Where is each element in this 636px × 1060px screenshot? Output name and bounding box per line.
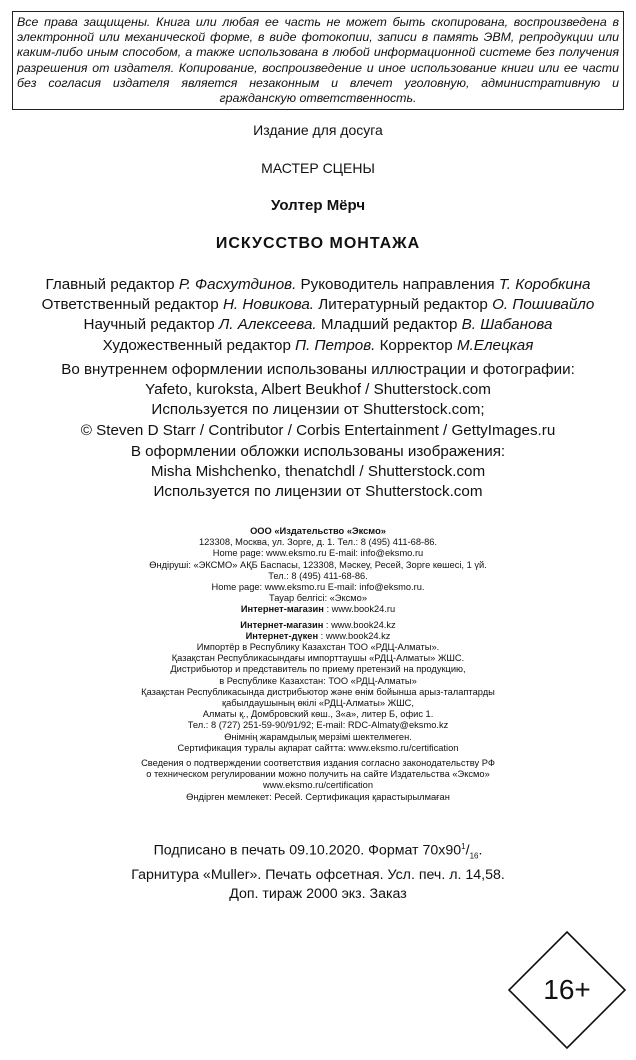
credit-role: Главный редактор <box>45 276 179 293</box>
conformity-info: Сведения о подтверждении соответствия издания согласно законодательству РФ <box>141 758 495 769</box>
credit-person: О. Пошивайло <box>492 296 595 314</box>
credit-line <box>0 315 636 335</box>
importer-kz: Қазақстан Республикасындағы импорттаушы «РДЦ-Алматы» ЖШС. <box>171 653 465 664</box>
signed-to-print: Подписано в печать 09.10.2020. Формат $70х90^1/_{16}$. <box>153 842 483 861</box>
importer: Импортёр в Республику Казахстан ТОО «РДЦ-Алматы». <box>196 642 440 653</box>
age-rating-label: 16+ <box>543 974 591 1005</box>
certification-info: Сертификация туралы ақпарат сайтта: www.eksmo.ru/certification <box>177 742 459 753</box>
publisher-kz-web: Home page: www.eksmo.ru E-mail: info@eksmo.ru. <box>211 582 425 593</box>
copyright-notice: Все права защищены. Книга или любая ее часть не может быть скопирована, воспроизведена в электронной или механической форме, в виде фотокопии, записи в память ЭВМ, репродукции или каким-либо иным способом, а также использована в любой информационной системе без получения разрешения от издателя. Копирование, воспроизведение и иное использование книги или ее части без согласия издателя является незаконным и влечет уголовную, административную и гражданскую ответственность. <box>12 11 624 110</box>
distributor: в Республике Казахстан: ТОО «РДЦ-Алматы» <box>219 675 417 686</box>
publisher-web: Home page: www.eksmo.ru E-mail: info@eksmo.ru <box>212 548 424 559</box>
image-credit-line: Misha Mishchenko, thenatchdl / Shutterstock.com <box>150 463 486 481</box>
conformity-info: о техническом регулировании можно получить на сайте Издательства «Эксмо» <box>146 769 490 780</box>
author-name: Уолтер Мёрч <box>270 197 366 214</box>
credit-person: М.Елецкая <box>456 336 534 354</box>
credit-role: Ответственный редактор <box>41 296 223 314</box>
online-shop-kz-alt: Интернет-дүкен : www.book24.kz <box>245 630 391 641</box>
series-name: МАСТЕР СЦЕНЫ <box>261 160 375 176</box>
image-credit-line: Используется по лицензии от Shutterstock.com; <box>151 401 485 419</box>
online-shop-ru: Интернет-магазин : www.book24.ru <box>240 604 396 615</box>
book-title: ИСКУССТВО МОНТАЖА <box>215 235 421 252</box>
credit-line <box>0 275 636 295</box>
credit-role: Художественный редактор <box>102 336 296 354</box>
publisher-address: 123308, Москва, ул. Зорге, д. 1. Тел.: 8 (495) 411-68-86. <box>198 537 438 548</box>
image-credit-line: Во внутреннем оформлении использованы иллюстрации и фотографии: <box>61 361 575 378</box>
credit-role: Научный редактор <box>83 316 219 334</box>
credit-person: П. Петров. <box>295 336 376 354</box>
credit-person: Р. Фасхутдинов. <box>178 276 297 293</box>
online-shop-kz: Интернет-магазин : www.book24.kz <box>240 619 396 630</box>
typeface-info: Гарнитура «Muller». Печать офсетная. Усл. печ. л. 14,58. <box>131 867 505 884</box>
cover-image-credits <box>0 442 636 503</box>
credit-person: Т. Коробкина <box>498 276 591 293</box>
image-credit-line: Yafeto, kuroksta, Albert Beukhof / Shutterstock.com <box>145 381 491 399</box>
credit-role: Корректор <box>375 336 457 354</box>
publisher-name: ООО «Издательство «Эксмо» <box>250 526 386 536</box>
edition-type: Издание для досуга <box>253 122 383 138</box>
print-run: Доп. тираж 2000 экз. Заказ <box>229 885 407 902</box>
credit-person: Н. Новикова. <box>222 296 315 314</box>
credit-role: Литературный редактор <box>314 296 493 314</box>
credit-role: Младший редактор <box>316 316 462 334</box>
shelf-life: Өнімнің жарамдылық мерзімі шектелмеген. <box>224 731 412 742</box>
publisher-kz-brand: Тауар белгісі: «Эксмо» <box>268 593 368 604</box>
image-credit-line: Используется по лицензии от Shutterstock.com <box>153 483 483 501</box>
almaty-contacts: Тел.: 8 (727) 251-59-90/91/92; E-mail: RDC-Almaty@eksmo.kz <box>187 720 449 731</box>
country-of-origin: Өндірген мемлекет: Ресей. Сертификация қарастырылмаған <box>186 791 450 802</box>
image-credit-line: © Steven D Starr / Contributor / Corbis Entertainment / GettyImages.ru <box>80 421 556 439</box>
interior-image-credits <box>0 360 636 441</box>
distributor-kz: Қазақстан Республикасында дистрибьютор және өнім бойынша арыз-талаптарды <box>141 686 495 697</box>
credit-line <box>0 295 636 315</box>
image-credit-line: В оформлении обложки использованы изображения: <box>130 443 506 460</box>
conformity-info: www.eksmo.ru/certification <box>262 780 374 791</box>
credit-role: Руководитель направления <box>296 276 499 293</box>
editorial-credits <box>0 275 636 356</box>
distributor: Дистрибьютор и представитель по приему претензий на продукцию, <box>170 664 466 675</box>
almaty-address: Алматы қ., Домбровский көш., 3«а», литер Б, офис 1. <box>202 709 434 720</box>
publisher-kz-tel: Тел.: 8 (495) 411-68-86. <box>268 570 368 581</box>
distributor-kz: қабылдаушының өкілі «РДЦ-Алматы» ЖШС, <box>222 698 414 709</box>
publisher-info <box>0 526 636 803</box>
credit-person: В. Шабанова <box>461 316 553 334</box>
print-info <box>0 838 636 903</box>
credit-person: Л. Алексеева. <box>218 316 317 334</box>
publisher-kz-maker: Өндіруші: «ЭКСМО» АҚБ Баспасы, 123308, Мәскеу, Ресей, Зорге көшесі, 1 үй. <box>149 559 487 570</box>
credit-line <box>0 336 636 356</box>
